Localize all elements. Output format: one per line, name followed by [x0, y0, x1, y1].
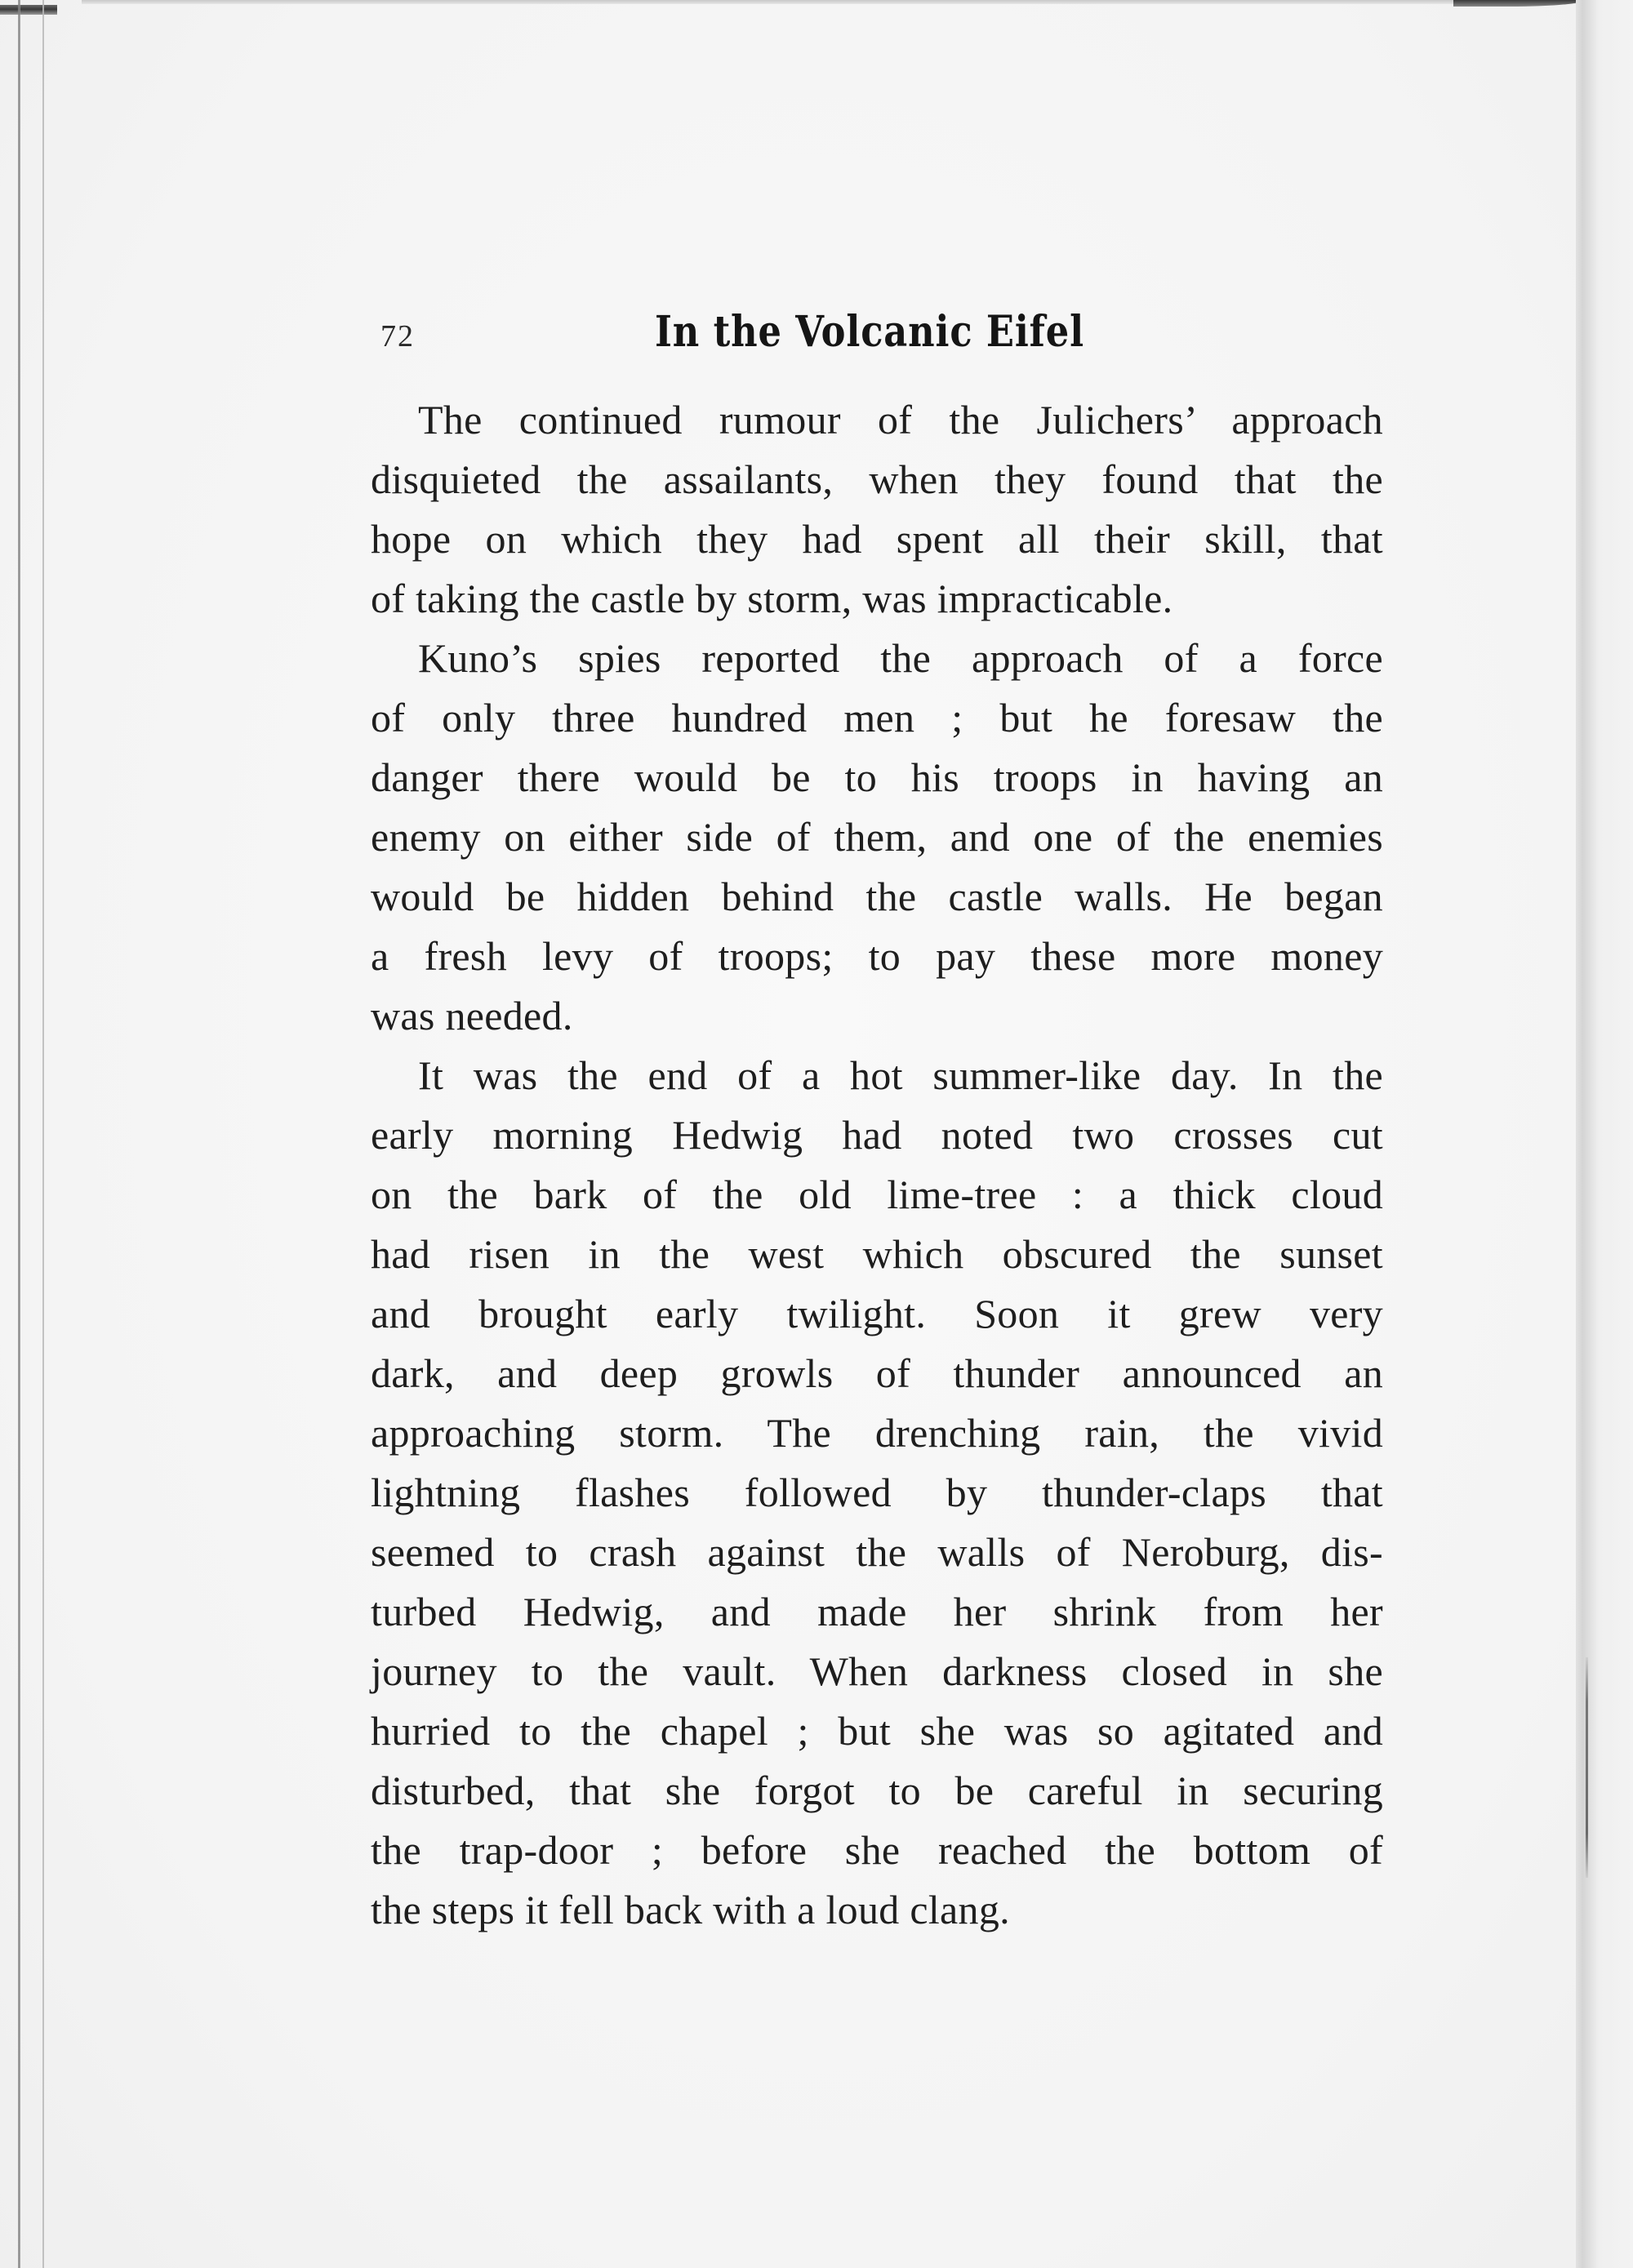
- text-line: The continued rumour of the Julichers’ approach: [418, 397, 1383, 442]
- right-gutter-shadow: [1576, 0, 1633, 2268]
- page-number: 72: [380, 319, 415, 354]
- text-line: disquieted the assailants, when they found that the: [371, 456, 1383, 502]
- text-line: of taking the castle by storm, was impracticable.: [371, 576, 1173, 621]
- text-line: seemed to crash against the walls of Neroburg, dis-: [371, 1529, 1383, 1575]
- text-line: early morning Hedwig had noted two crosses cut: [371, 1112, 1383, 1158]
- text-line: dark, and deep growls of thunder announced an: [371, 1350, 1383, 1396]
- text-line: of only three hundred men ; but he foresaw the: [371, 695, 1383, 740]
- text-line: would be hidden behind the castle walls. He began: [371, 874, 1383, 919]
- text-line: the trap-door ; before she reached the bottom of: [371, 1827, 1383, 1873]
- left-binding-line-inner: [42, 0, 44, 2268]
- right-edge-mark: [1586, 1657, 1588, 1878]
- top-page-edge: [82, 0, 1576, 4]
- text-line: and brought early twilight. Soon it grew very: [371, 1291, 1383, 1336]
- text-line: It was the end of a hot summer-like day. In the: [418, 1052, 1383, 1098]
- body-text: [371, 390, 1383, 1940]
- text-line: hurried to the chapel ; but she was so agitated and: [371, 1708, 1383, 1754]
- text-line: hope on which they had spent all their skill, that: [371, 516, 1383, 562]
- running-head: [380, 307, 1393, 367]
- text-line: approaching storm. The drenching rain, the vivid: [371, 1410, 1383, 1456]
- text-line: a fresh levy of troops; to pay these more money: [371, 933, 1383, 979]
- top-right-page-curl: [1453, 0, 1584, 7]
- text-line: on the bark of the old lime-tree : a thick cloud: [371, 1172, 1383, 1217]
- text-line: journey to the vault. When darkness closed in she: [371, 1648, 1383, 1694]
- text-line: lightning flashes followed by thunder-claps that: [371, 1470, 1383, 1515]
- left-binding-tab: [0, 5, 57, 15]
- text-line: turbed Hedwig, and made her shrink from her: [371, 1589, 1383, 1634]
- text-line: was needed.: [371, 993, 573, 1038]
- paragraph-3: [371, 1046, 1383, 1940]
- text-line: the steps it fell back with a loud clang.: [371, 1887, 1010, 1932]
- text-line: had risen in the west which obscured the sunset: [371, 1231, 1383, 1277]
- text-line: disturbed, that she forgot to be careful in securing: [371, 1768, 1383, 1813]
- text-line: danger there would be to his troops in having an: [371, 754, 1383, 800]
- paragraph-2: [371, 629, 1383, 1046]
- text-line: enemy on either side of them, and one of the enemies: [371, 814, 1383, 860]
- left-binding-line-outer: [18, 0, 20, 2268]
- text-line: Kuno’s spies reported the approach of a force: [418, 635, 1383, 681]
- running-title: In the Volcanic Eifel: [655, 307, 1084, 357]
- paragraph-1: [371, 390, 1383, 629]
